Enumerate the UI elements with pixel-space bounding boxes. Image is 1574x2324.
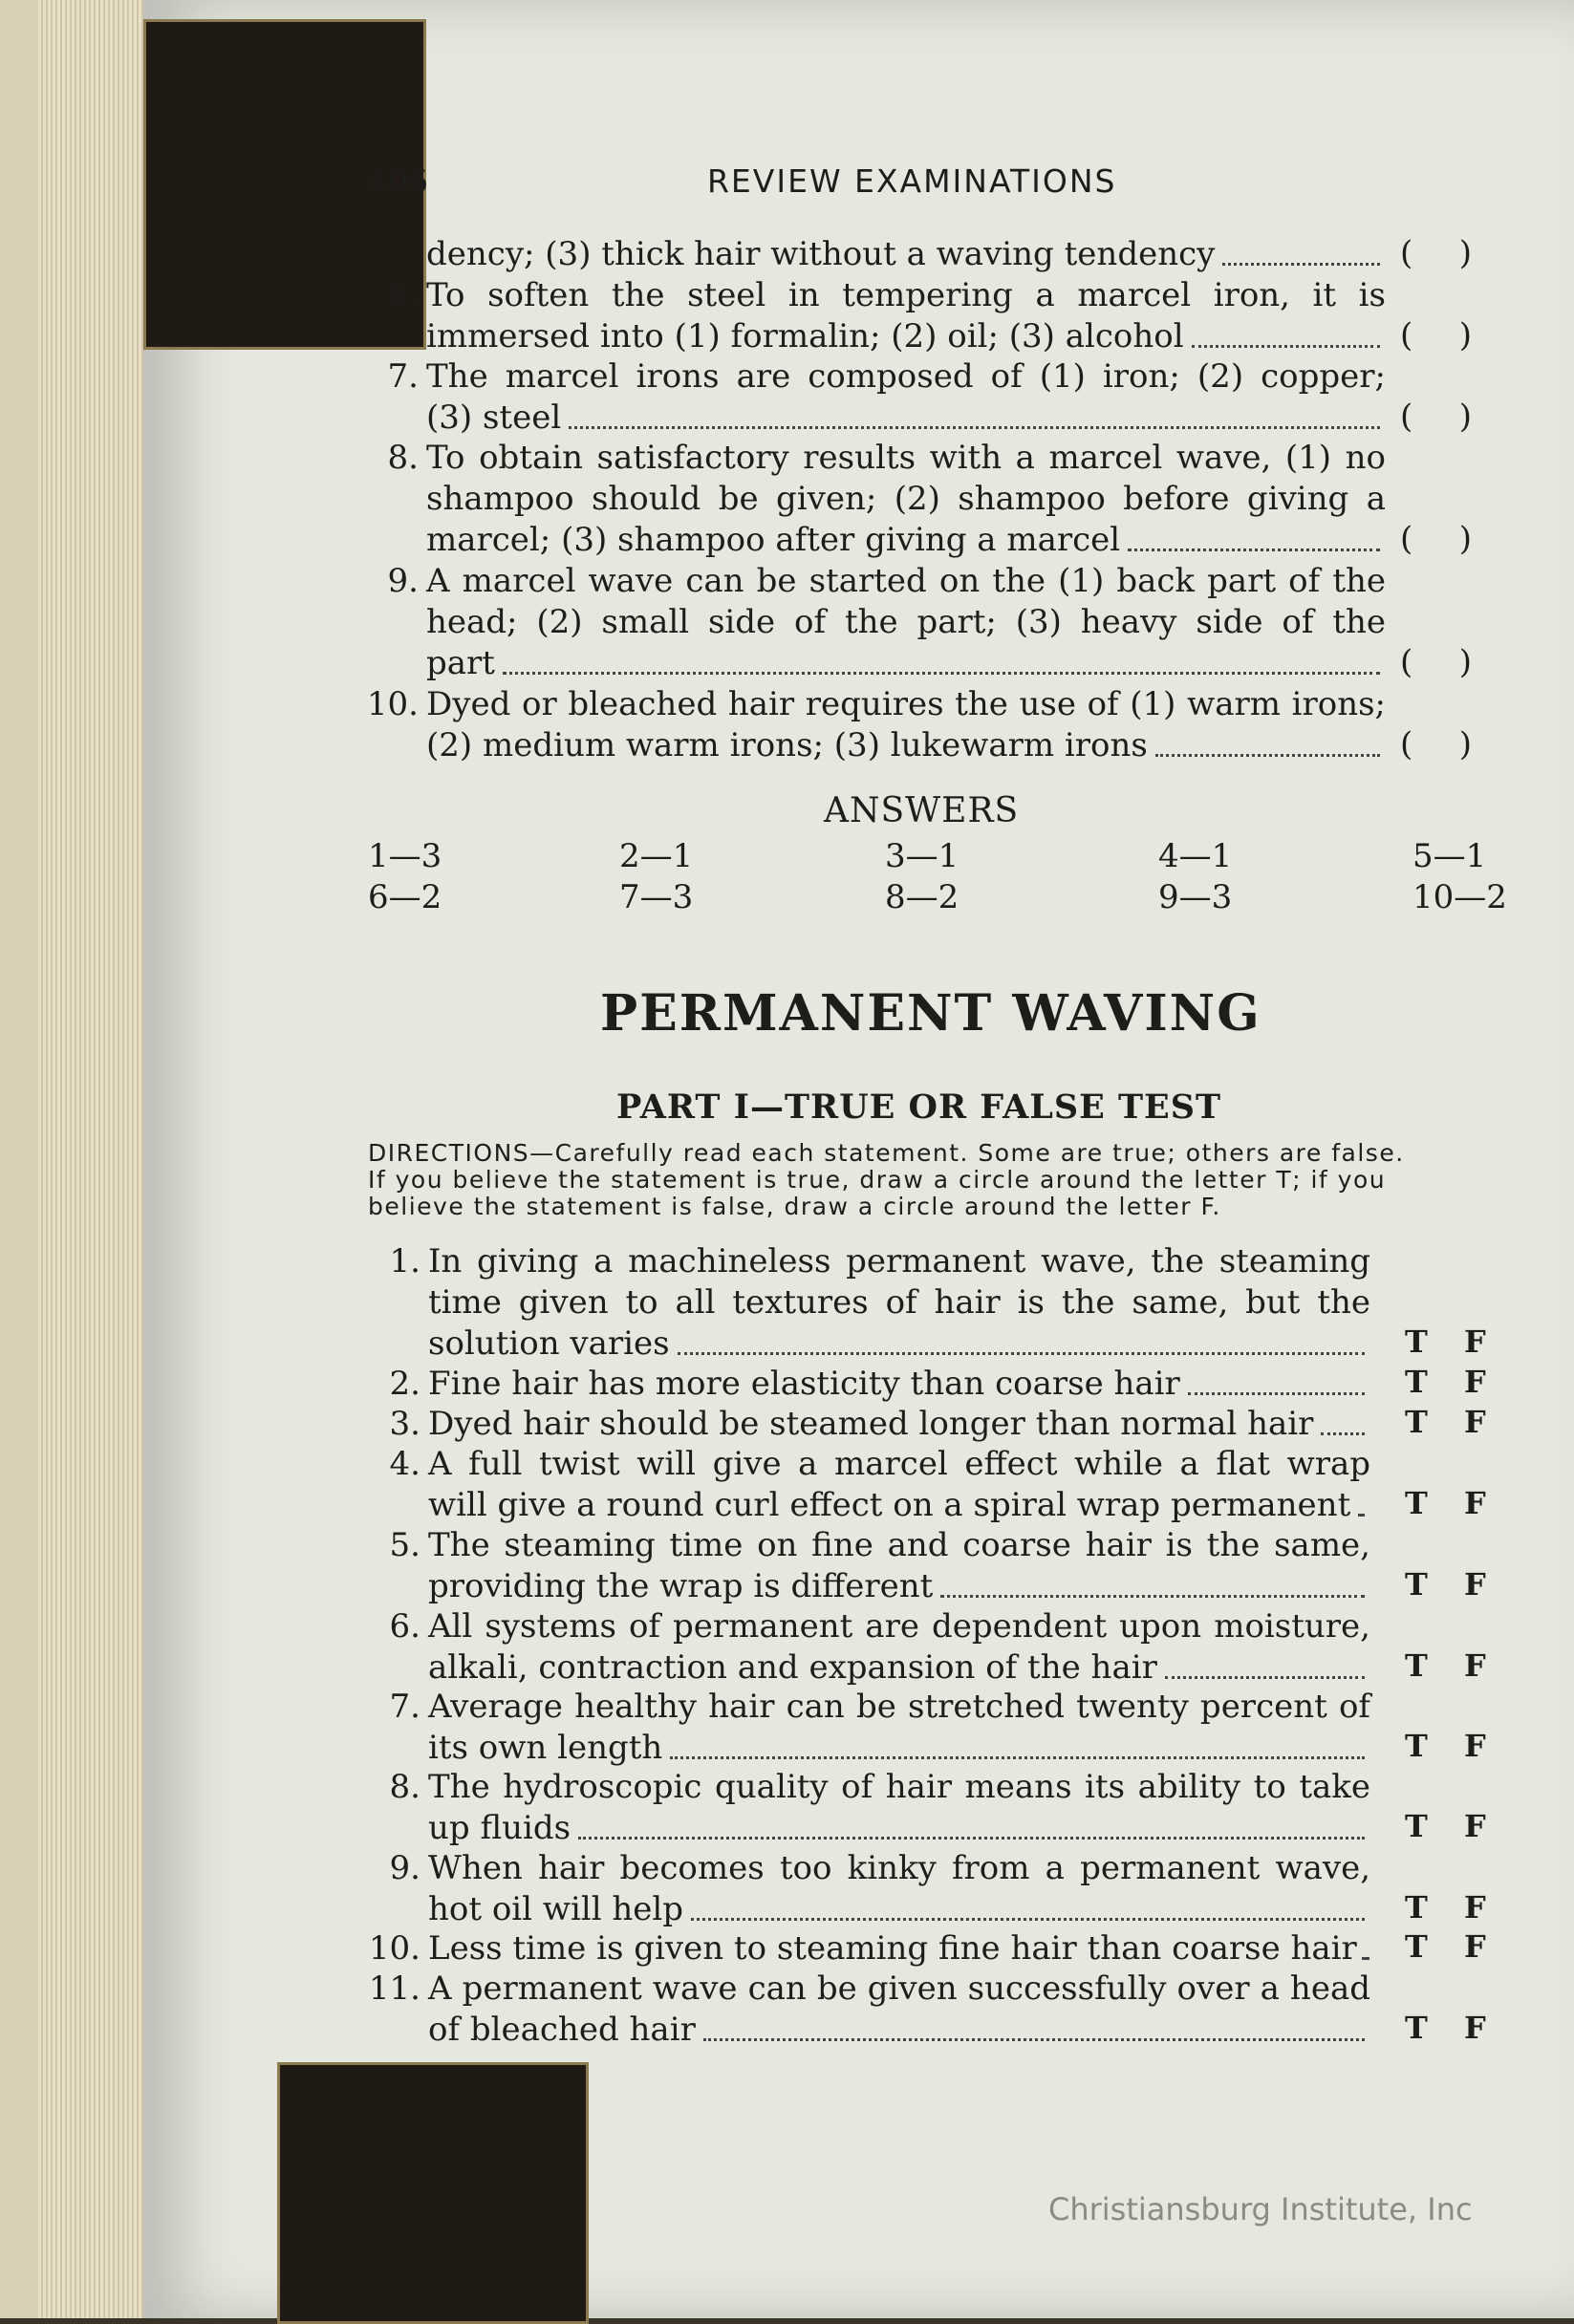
true-false-choices: [1405, 1323, 1523, 1360]
true-false-choices: [1405, 1404, 1523, 1440]
true-false-choices: [1405, 1808, 1523, 1844]
leader-dots: [1188, 1364, 1365, 1395]
question-number: 9.: [390, 1848, 420, 1889]
question-line: [426, 275, 1386, 316]
leader-dots: [703, 2010, 1365, 2041]
false-option: F: [1464, 1728, 1523, 1764]
answer-key-entry: 8—2: [885, 878, 959, 916]
question-number: 9.: [388, 561, 419, 602]
leader-dots: [578, 1808, 1365, 1840]
question-number: 10.: [369, 1928, 420, 1969]
true-option: T: [1405, 1323, 1464, 1360]
question-number: 10.: [367, 684, 419, 725]
answer-key-entry: 2—1: [619, 837, 693, 875]
true-option: T: [1405, 1404, 1464, 1440]
watermark: Christiansburg Institute, Inc: [1048, 2191, 1473, 2227]
page-number: 406: [368, 162, 428, 200]
question-text: head; (2) small side of the part; (3) heavy side of the: [426, 603, 1386, 641]
false-option: F: [1464, 1647, 1523, 1684]
answer-key-entry: 4—1: [1158, 837, 1232, 875]
leader-dots: [670, 1728, 1365, 1759]
tf-question-item: [428, 1767, 1370, 1849]
question-number: 3.: [390, 1404, 420, 1445]
answer-key-entry: 6—2: [368, 878, 442, 916]
question-text: Average healthy hair can be stretched twenty percent of: [428, 1688, 1370, 1726]
question-item: [426, 561, 1386, 684]
true-option: T: [1405, 1728, 1464, 1764]
answer-blank: [1400, 234, 1472, 272]
tf-question-item: [428, 1928, 1370, 1969]
question-line: [426, 234, 1386, 275]
question-number: 1.: [390, 1241, 420, 1282]
question-text: solution varies: [428, 1323, 670, 1365]
answer-key-entry: 9—3: [1158, 878, 1232, 916]
question-number: 4.: [390, 1444, 420, 1485]
tf-question-item: [428, 1848, 1370, 1930]
question-text: providing the wrap is different: [428, 1566, 933, 1607]
section-title: PERMANENT WAVING: [600, 984, 1261, 1043]
false-option: F: [1464, 1566, 1523, 1603]
answers-heading: ANSWERS: [824, 791, 1019, 830]
directions-line-3: believe the statement is false, draw a circle around the letter F.: [368, 1194, 1488, 1220]
question-line: [426, 602, 1386, 643]
question-text: The steaming time on fine and coarse hair is the same,: [428, 1526, 1370, 1564]
close-paren: ): [1459, 398, 1472, 436]
false-option: F: [1464, 1928, 1523, 1965]
question-text: marcel; (3) shampoo after giving a marcel: [426, 520, 1120, 561]
question-line: [428, 1282, 1370, 1323]
open-paren: (: [1400, 234, 1412, 272]
question-text: immersed into (1) formalin; (2) oil; (3) alcohol: [426, 316, 1184, 357]
question-line: [428, 1889, 1370, 1930]
true-false-choices: [1405, 1889, 1523, 1926]
question-line: [426, 725, 1386, 766]
leader-dots: [1165, 1647, 1365, 1679]
question-item: [426, 234, 1386, 275]
question-line: [428, 1525, 1370, 1566]
open-paren: (: [1400, 643, 1412, 681]
question-text: (3) steel: [426, 398, 561, 439]
question-line: [428, 1647, 1370, 1689]
true-option: T: [1405, 1808, 1464, 1844]
true-false-choices: [1405, 1928, 1523, 1965]
question-number: 7.: [390, 1687, 420, 1728]
open-paren: (: [1400, 316, 1412, 355]
question-number: 5.: [390, 1525, 420, 1566]
question-line: [428, 1767, 1370, 1808]
question-line: [426, 643, 1386, 684]
true-option: T: [1405, 1566, 1464, 1603]
tf-question-item: [428, 1444, 1370, 1526]
answer-blank: [1400, 725, 1472, 764]
question-text: hot oil will help: [428, 1889, 683, 1930]
question-text: alkali, contraction and expansion of the hair: [428, 1647, 1157, 1689]
false-option: F: [1464, 1889, 1523, 1926]
open-paren: (: [1400, 520, 1412, 558]
close-paren: ): [1459, 520, 1472, 558]
true-option: T: [1405, 1889, 1464, 1926]
question-text: The marcel irons are composed of (1) iron; (2) copper;: [426, 357, 1386, 396]
question-text: its own length: [428, 1728, 662, 1769]
question-number: 2.: [390, 1364, 420, 1405]
question-line: [428, 1848, 1370, 1889]
tf-question-item: [428, 1606, 1370, 1689]
question-text: A marcel wave can be started on the (1) back part of the: [426, 562, 1386, 600]
true-false-choices: [1405, 1728, 1523, 1764]
page-clip-bottom: [277, 2062, 589, 2324]
question-line: [428, 1566, 1370, 1607]
question-text: Dyed hair should be steamed longer than normal hair: [428, 1404, 1313, 1445]
question-item: [426, 438, 1386, 561]
question-line: [426, 316, 1386, 357]
leader-dots: [1128, 520, 1380, 551]
question-line: [428, 1364, 1370, 1405]
running-head: [368, 162, 1457, 210]
true-false-choices: [1405, 1364, 1523, 1400]
question-line: [428, 1241, 1370, 1282]
question-number: 8.: [388, 438, 419, 479]
question-line: [426, 356, 1386, 398]
question-text: Fine hair has more elasticity than coarse hair: [428, 1364, 1180, 1405]
leader-dots: [1192, 316, 1380, 348]
tf-question-item: [428, 1969, 1370, 2051]
question-text: Dyed or bleached hair requires the use of (1) warm irons;: [426, 685, 1386, 723]
leader-dots: [1321, 1404, 1365, 1435]
question-text: of bleached hair: [428, 2010, 696, 2051]
answer-key-entry: 10—2: [1412, 878, 1507, 916]
tf-question-item: [428, 1525, 1370, 1607]
question-text: The hydroscopic quality of hair means its ability to take: [428, 1768, 1370, 1806]
question-line: [428, 1687, 1370, 1728]
answer-blank: [1400, 643, 1472, 681]
leader-dots: [1358, 1485, 1365, 1517]
question-text: up fluids: [428, 1808, 571, 1849]
close-paren: ): [1459, 643, 1472, 681]
question-text: (2) medium warm irons; (3) lukewarm irons: [426, 725, 1148, 766]
true-false-choices: [1405, 1647, 1523, 1684]
true-option: T: [1405, 1364, 1464, 1400]
question-line: [428, 1485, 1370, 1526]
true-option: T: [1405, 2010, 1464, 2046]
question-line: [426, 438, 1386, 479]
open-paren: (: [1400, 725, 1412, 764]
question-text: dency; (3) thick hair without a waving tendency: [426, 234, 1215, 275]
answer-key-entry: 5—1: [1412, 837, 1486, 875]
question-text: Less time is given to steaming fine hair than coarse hair: [428, 1928, 1357, 1969]
question-line: [426, 520, 1386, 561]
question-line: [426, 684, 1386, 725]
question-text: To soften the steel in tempering a marcel iron, it is: [426, 276, 1386, 314]
tf-question-item: [428, 1687, 1370, 1769]
close-paren: ): [1459, 316, 1472, 355]
question-item: [426, 684, 1386, 766]
leader-dots: [940, 1566, 1365, 1598]
running-head-title: REVIEW EXAMINATIONS: [707, 162, 1117, 200]
part-title: PART I—TRUE OR FALSE TEST: [616, 1087, 1221, 1127]
question-text: part: [426, 643, 495, 684]
question-text: will give a round curl effect on a spiral wrap permanent: [428, 1485, 1350, 1526]
directions-line-1: DIRECTIONS—Carefully read each statement. Some are true; others are false.: [368, 1140, 1488, 1167]
question-text: All systems of permanent are dependent upon moisture,: [428, 1607, 1370, 1646]
question-item: [426, 356, 1386, 439]
answer-key-entry: 3—1: [885, 837, 959, 875]
question-number: 8.: [390, 1767, 420, 1808]
question-text: shampoo should be given; (2) shampoo before giving a: [426, 480, 1386, 518]
question-line: [426, 479, 1386, 520]
false-option: F: [1464, 1808, 1523, 1844]
true-false-choices: [1405, 1566, 1523, 1603]
close-paren: ): [1459, 234, 1472, 272]
question-line: [426, 561, 1386, 602]
true-option: T: [1405, 1928, 1464, 1965]
answer-blank: [1400, 398, 1472, 436]
question-number: 6.: [390, 1606, 420, 1647]
tf-question-item: [428, 1241, 1370, 1365]
answer-key-entry: 1—3: [368, 837, 442, 875]
open-paren: (: [1400, 398, 1412, 436]
leader-dots: [691, 1889, 1365, 1921]
question-line: [428, 1808, 1370, 1849]
answer-blank: [1400, 520, 1472, 558]
question-number: 11.: [369, 1969, 420, 2010]
leader-dots: [1222, 234, 1380, 266]
question-text: When hair becomes too kinky from a permanent wave,: [428, 1849, 1370, 1887]
question-number: 7.: [388, 356, 419, 398]
true-option: T: [1405, 1647, 1464, 1684]
tf-question-item: [428, 1404, 1370, 1445]
question-line: [426, 398, 1386, 439]
page-stack: [38, 0, 153, 2318]
directions-line-2: If you believe the statement is true, draw a circle around the letter T; if you: [368, 1167, 1488, 1194]
question-text: In giving a machineless permanent wave, the steaming: [428, 1242, 1370, 1280]
false-option: F: [1464, 1404, 1523, 1440]
question-number: 6.: [388, 275, 419, 316]
leader-dots: [503, 643, 1380, 675]
leader-dots: [569, 398, 1380, 429]
true-false-choices: [1405, 2010, 1523, 2046]
false-option: F: [1464, 1364, 1523, 1400]
question-line: [428, 1969, 1370, 2010]
leader-dots: [678, 1323, 1365, 1355]
tf-question-item: [428, 1364, 1370, 1405]
false-option: F: [1464, 1323, 1523, 1360]
question-line: [428, 2010, 1370, 2051]
answer-blank: [1400, 316, 1472, 355]
answer-key-entry: 7—3: [619, 878, 693, 916]
question-text: time given to all textures of hair is the same, but the: [428, 1283, 1370, 1322]
question-line: [428, 1404, 1370, 1445]
question-text: A full twist will give a marcel effect while a flat wrap: [428, 1445, 1370, 1483]
true-option: T: [1405, 1485, 1464, 1521]
question-text: To obtain satisfactory results with a marcel wave, (1) no: [426, 439, 1386, 477]
question-line: [428, 1606, 1370, 1647]
close-paren: ): [1459, 725, 1472, 764]
question-text: A permanent wave can be given successfully over a head: [428, 1969, 1370, 2008]
question-line: [428, 1444, 1370, 1485]
question-line: [428, 1728, 1370, 1769]
question-line: [428, 1928, 1370, 1969]
false-option: F: [1464, 1485, 1523, 1521]
false-option: F: [1464, 2010, 1523, 2046]
question-line: [428, 1323, 1370, 1365]
question-item: [426, 275, 1386, 357]
leader-dots: [1155, 725, 1380, 757]
true-false-choices: [1405, 1485, 1523, 1521]
